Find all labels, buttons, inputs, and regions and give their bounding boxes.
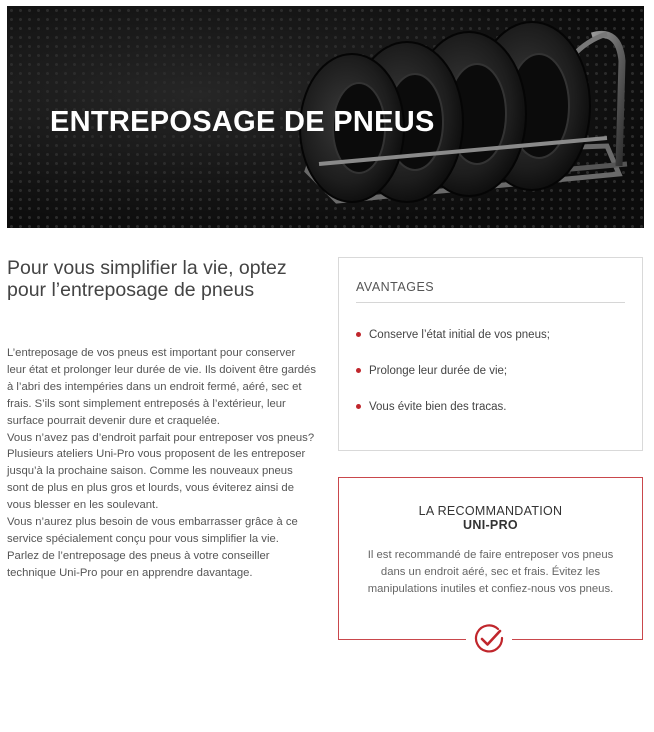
- advantage-item: [356, 364, 550, 400]
- page-title: ENTREPOSAGE DE PNEUS: [50, 106, 435, 138]
- recommendation-text: Il est recommandé de faire entreposer vos pneus dans un endroit aéré, sec et frais. Évitez les manipulations inutiles et confiez-nous vos pneus.: [367, 549, 614, 595]
- bullet-dot-icon: [356, 332, 361, 337]
- advantage-label: Vous évite bien des tracas.: [369, 401, 507, 413]
- advantages-panel: [338, 257, 643, 451]
- advantages-title: AVANTAGES: [356, 280, 435, 294]
- advantage-label: Prolonge leur durée de vie;: [369, 365, 508, 377]
- advantage-item: [356, 400, 550, 436]
- intro-paragraph: L’entreposage de vos pneus est important pour conserver leur état et prolonger leur durée de vie. Ils doivent être gardés à l’abri des intempéries dans un endroit fermé, aéré, sec et frais. S’ils sont simplement entreposés à l’extérieur, leur surface pourrait devenir dure et craquelée.: [7, 347, 316, 427]
- hero-banner: [7, 6, 644, 228]
- intro-heading: Pour vous simplifier la vie, optez pour l’entreposage de pneus: [7, 257, 287, 301]
- recommendation-title: [339, 504, 642, 532]
- advantages-list: [356, 328, 550, 436]
- intro-paragraph: Vous n’aurez plus besoin de vous embarrasser grâce à ce service spécialement conçu pour vous simplifier la vie.: [7, 516, 298, 545]
- advantage-label: Conserve l’état initial de vos pneus;: [369, 329, 550, 341]
- recommendation-panel: [338, 477, 643, 640]
- recommendation-title-line1: LA RECOMMANDATION: [418, 504, 563, 518]
- advantage-item: [356, 328, 550, 364]
- intro-body: [7, 345, 317, 582]
- advantages-divider: [356, 302, 625, 303]
- check-circle-icon: [466, 622, 512, 658]
- bullet-dot-icon: [356, 404, 361, 409]
- recommendation-title-line2: UNI-PRO: [463, 518, 518, 532]
- bullet-dot-icon: [356, 368, 361, 373]
- intro-paragraph: Vous n’avez pas d’endroit parfait pour entreposer vos pneus? Plusieurs ateliers Uni-Pro vous proposent de les entreposer jusqu’à la prochaine saison. Comme les nouveaux pneus sont de plus en plus gros et lourds, vous éviterez ainsi de vous blesser en les soulevant.: [7, 431, 315, 512]
- intro-paragraph: Parlez de l’entreposage des pneus à votre conseiller technique Uni-Pro pour en apprendre davantage.: [7, 549, 270, 579]
